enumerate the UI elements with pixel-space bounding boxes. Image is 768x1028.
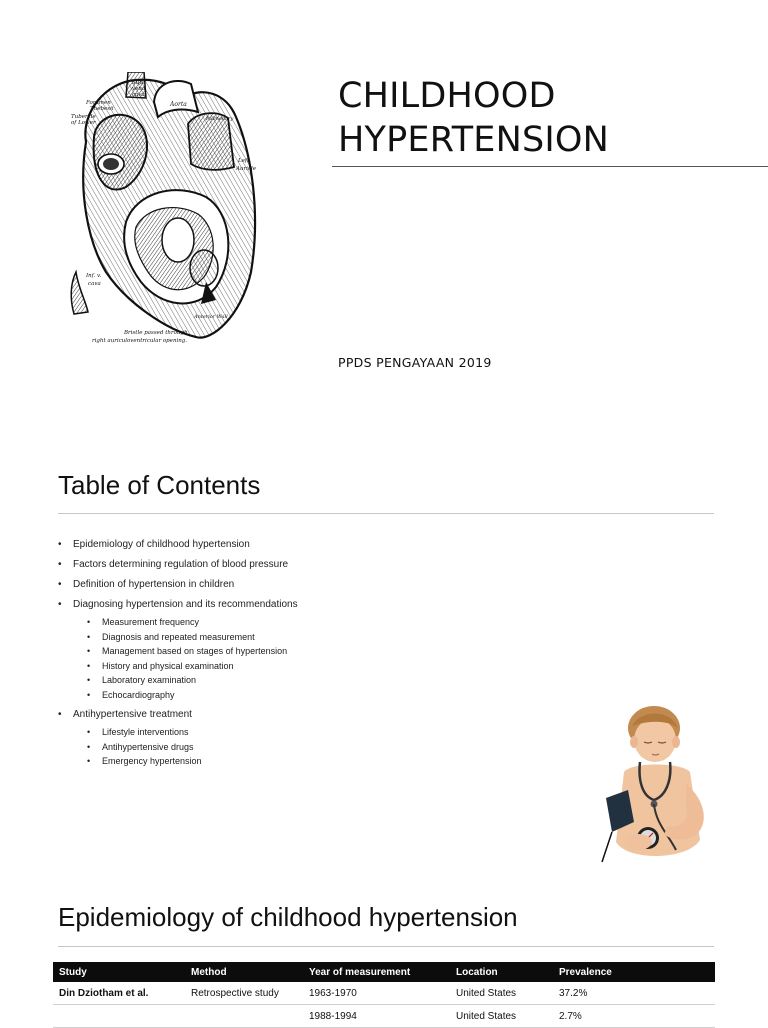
presentation-title [338,74,758,162]
title-slide [0,0,768,440]
cell-study [53,1005,185,1028]
toc-sublist-diagnosing [73,615,298,702]
toc-subitem: • Diagnosis and repeated measurement [87,630,298,645]
toc-item-diagnosing [58,598,298,702]
anatomical-heart-illustration [66,72,266,348]
column-header-study: Study [53,962,185,982]
label-inf-2: cava [88,281,101,287]
table-header-row [53,962,715,982]
column-header-prevalence: Prevalence [553,962,715,982]
column-header-location: Location [450,962,553,982]
label-sup-2: vena [132,86,146,92]
toc-list [58,538,298,775]
cell-location: United States [450,982,553,1005]
cell-method: Retrospective study [185,982,303,1005]
epidemiology-table [53,962,715,1028]
label-bristle-1: Bristle passed through [124,330,188,336]
toc-item-treatment [58,708,298,769]
label-foramen-2: Thebesii [90,106,114,112]
cell-location: United States [450,1005,553,1028]
label-sup-3: cava [132,92,145,98]
label-foramen-1: Foramen [86,100,111,106]
label-tubercle-1: Tubercle [71,114,96,120]
toc-item-definition: • Definition of hypertension in children [58,578,298,592]
epidemiology-heading: Epidemiology of childhood hypertension [58,902,518,932]
label-bristle-2: right auriculoventricular opening. [92,338,188,344]
toc-item-epidemiology: • Epidemiology of childhood hypertension [58,538,298,552]
title-divider [332,166,768,167]
toc-subitem: • Emergency hypertension [87,754,298,769]
toc-subitem: • Echocardiography [87,688,298,703]
title-line-1: CHILDHOOD [338,76,556,116]
label-aorta: Aorta [170,101,187,108]
child-with-stethoscope-photo [598,700,716,868]
label-tubercle-2: of Lower [71,120,96,126]
epidemiology-slide [0,870,768,1024]
label-anterior-wall: Anterior Wall [194,314,228,320]
cell-prevalence: 2.7% [553,1005,715,1028]
column-header-method: Method [185,962,303,982]
toc-sublist-treatment [73,725,298,769]
toc-item-diagnosing-label: Diagnosing hypertension and its recommendations [73,599,298,610]
label-inf-1: Inf. v. [86,273,102,279]
table-row [53,1005,715,1028]
label-pulmonary: Pulmonary [206,116,234,122]
toc-subitem: • Antihypertensive drugs [87,740,298,755]
column-header-year: Year of measurement [303,962,450,982]
toc-heading: Table of Contents [58,470,261,500]
table-of-contents-slide [0,440,768,870]
cell-year: 1963-1970 [303,982,450,1005]
toc-item-treatment-label: Antihypertensive treatment [73,709,192,720]
epidemiology-divider [58,946,714,947]
label-left-auricle-2: Auricle [236,166,256,172]
toc-subitem: • Measurement frequency [87,615,298,630]
cell-year: 1988-1994 [303,1005,450,1028]
label-left-auricle-1: Left [238,158,250,164]
toc-divider [58,513,714,514]
cell-study: Din Dziotham et al. [53,982,185,1005]
cell-prevalence: 37.2% [553,982,715,1005]
presentation-subtitle: PPDS PENGAYAAN 2019 [338,355,492,370]
toc-subitem: • Laboratory examination [87,673,298,688]
toc-subitem: • Lifestyle interventions [87,725,298,740]
title-line-2: HYPERTENSION [338,120,610,160]
label-sup-1: Sup. [132,80,145,86]
toc-subitem: • History and physical examination [87,659,298,674]
table-row [53,982,715,1005]
toc-subitem: • Management based on stages of hypertension [87,644,298,659]
cell-method [185,1005,303,1028]
toc-item-factors: • Factors determining regulation of blood pressure [58,558,298,572]
